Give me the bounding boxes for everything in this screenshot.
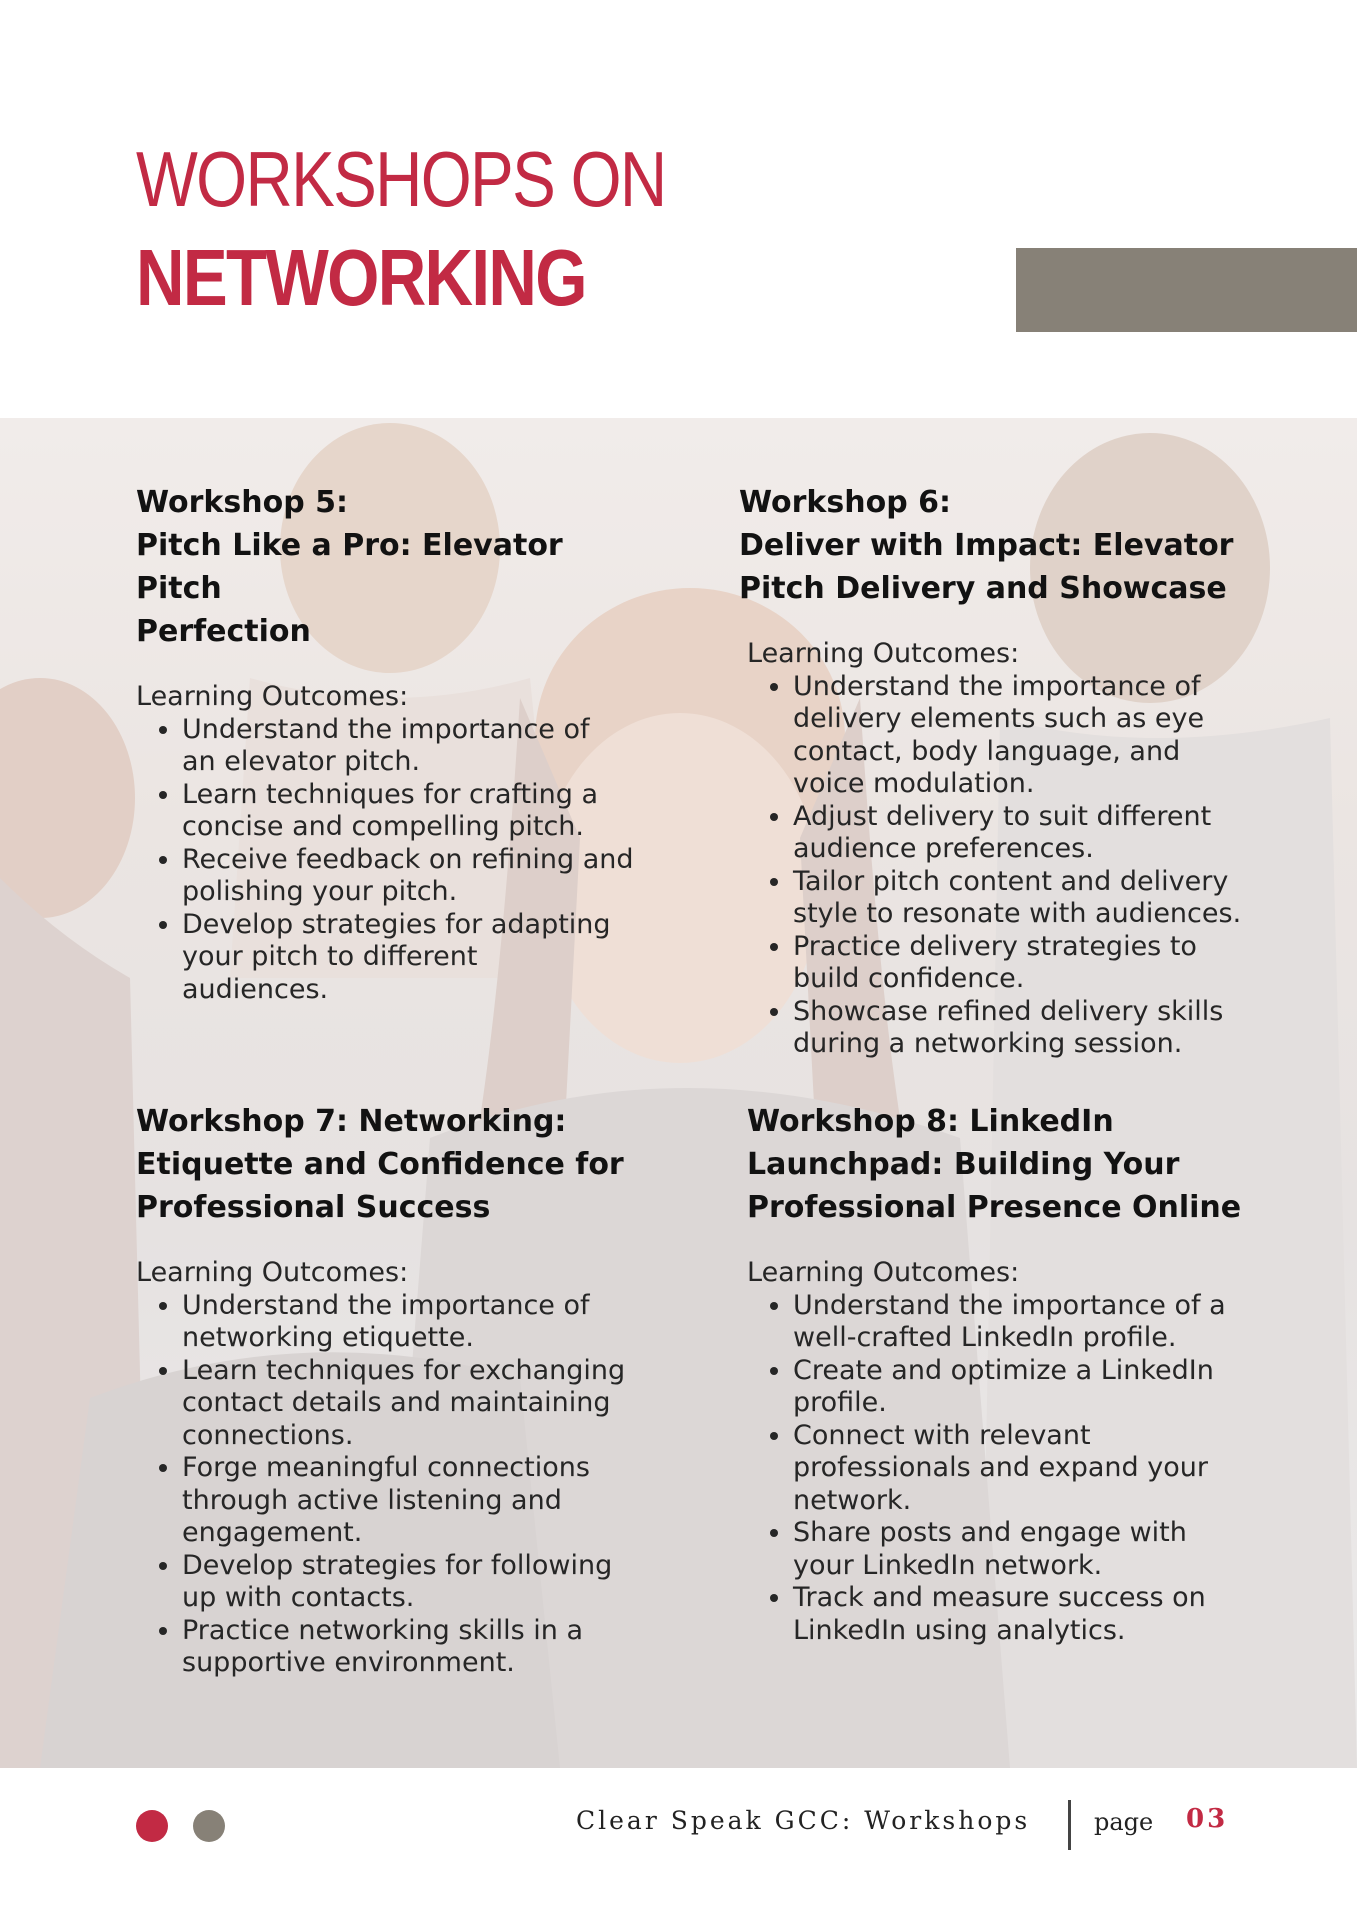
outcome-item: • Understand the importance of an elevator pitch. (182, 714, 656, 779)
workshop-6-heading-line: Pitch Delivery and Showcase (739, 571, 1227, 606)
workshop-8-heading (747, 1100, 1267, 1229)
outcome-item: • Develop strategies for following up with contacts. (182, 1550, 656, 1615)
footer-divider (1068, 1800, 1071, 1850)
outcome-item: • Understand the importance of delivery elements such as eye contact, body language, and voice modulation. (793, 671, 1259, 801)
outcome-item: • Practice networking skills in a supportive environment. (182, 1615, 656, 1680)
outcome-item: • Showcase refined delivery skills during a networking session. (793, 996, 1259, 1061)
outcome-item: • Learn techniques for exchanging contact details and maintaining connections. (182, 1355, 656, 1453)
outcome-item: • Understand the importance of a well-crafted LinkedIn profile. (793, 1290, 1267, 1355)
workshop-8-heading-line: Professional Presence Online (747, 1190, 1242, 1225)
outcome-item: • Learn techniques for crafting a concise and compelling pitch. (182, 779, 656, 844)
outcome-item: • Receive feedback on refining and polishing your pitch. (182, 844, 656, 909)
workshop-5-outcomes-list (136, 714, 656, 1007)
workshop-6-heading-line: Deliver with Impact: Elevator (739, 528, 1234, 563)
outcome-item: • Track and measure success on LinkedIn using analytics. (793, 1582, 1267, 1647)
workshop-5-heading-line: Pitch Like a Pro: Elevator Pitch (136, 528, 563, 606)
title-line-1: WORKSHOPS ON (136, 135, 666, 223)
workshop-7-heading-line: Etiquette and Confidence for (136, 1147, 624, 1182)
workshop-8-heading-line: Launchpad: Building Your (747, 1147, 1180, 1182)
workshop-6-heading (739, 481, 1259, 610)
outcome-item: • Connect with relevant professionals and expand your network. (793, 1420, 1267, 1518)
workshop-7-heading (136, 1100, 656, 1229)
workshop-5-heading (136, 481, 656, 653)
learning-outcomes-label: Learning Outcomes: (136, 1257, 409, 1288)
workshop-8-section (747, 1100, 1267, 1647)
workshop-6-heading-line: Workshop 6: (739, 485, 951, 520)
title-line-2: NETWORKING (136, 233, 586, 322)
outcome-item: • Practice delivery strategies to build confidence. (793, 931, 1259, 996)
footer-page-label: page (1094, 1808, 1154, 1836)
footer-red-dot (136, 1810, 168, 1842)
workshop-6-section (739, 481, 1259, 1061)
footer-brand: Clear Speak GCC: Workshops (576, 1806, 1031, 1835)
learning-outcomes-label: Learning Outcomes: (136, 681, 409, 712)
outcome-item: • Forge meaningful connections through active listening and engagement. (182, 1452, 656, 1550)
workshop-5-heading-line: Perfection (136, 614, 311, 649)
workshop-8-outcomes-list (747, 1290, 1267, 1648)
workshop-7-outcomes-list (136, 1290, 656, 1680)
footer-gray-dot (193, 1810, 225, 1842)
page-title (136, 135, 766, 322)
decorative-gray-bar (1016, 248, 1357, 332)
outcome-item: • Develop strategies for adapting your pitch to different audiences. (182, 909, 656, 1007)
workshop-8-heading-line: Workshop 8: LinkedIn (747, 1104, 1114, 1139)
learning-outcomes-label: Learning Outcomes: (747, 638, 1020, 669)
outcome-item: • Create and optimize a LinkedIn profile. (793, 1355, 1267, 1420)
workshop-7-section (136, 1100, 656, 1680)
workshop-7-heading-line: Professional Success (136, 1190, 491, 1225)
workshop-7-heading-line: Workshop 7: Networking: (136, 1104, 567, 1139)
outcome-item: • Understand the importance of networking etiquette. (182, 1290, 656, 1355)
outcome-item: • Share posts and engage with your LinkedIn network. (793, 1517, 1267, 1582)
outcome-item: • Adjust delivery to suit different audience preferences. (793, 801, 1259, 866)
footer-page-number: 03 (1186, 1804, 1229, 1834)
outcome-item: • Tailor pitch content and delivery style to resonate with audiences. (793, 866, 1259, 931)
workshop-6-outcomes-list (747, 671, 1259, 1061)
workshop-5-heading-line: Workshop 5: (136, 485, 348, 520)
learning-outcomes-label: Learning Outcomes: (747, 1257, 1020, 1288)
workshop-5-section (136, 481, 656, 1006)
